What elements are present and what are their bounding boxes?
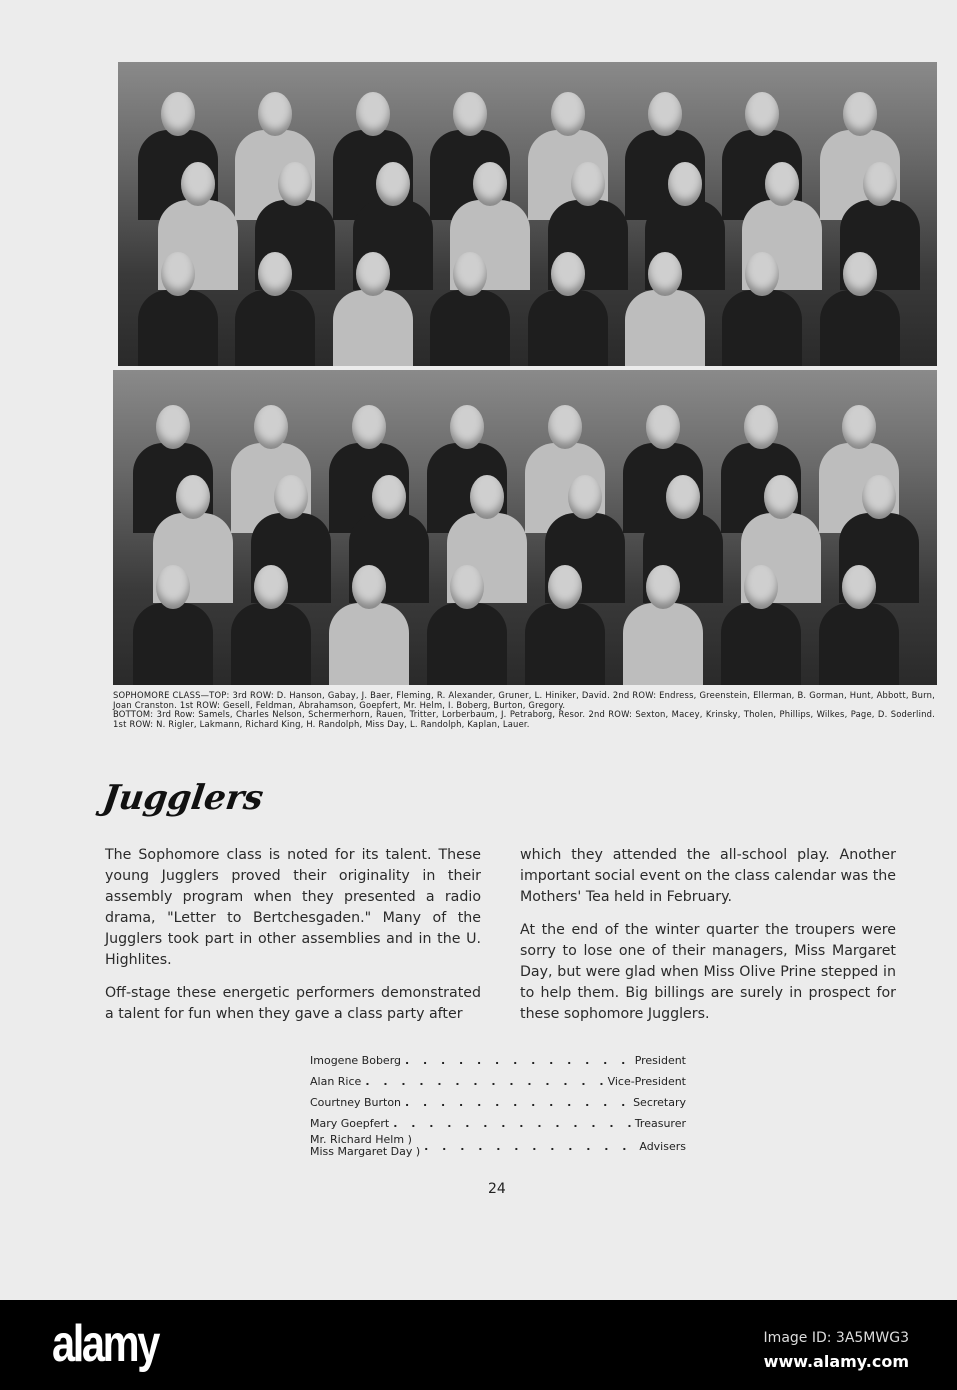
leader-dots	[405, 1054, 631, 1067]
person-head	[450, 405, 484, 449]
person-head	[473, 162, 507, 206]
person-head	[372, 475, 406, 519]
leader-dots	[405, 1096, 629, 1109]
paragraph: The Sophomore class is noted for its talent. These young Jugglers proved their originality in their assembly program when they presented a radio drama, "Letter to Bertchesgaden." Many of the Jugglers took part in other assemblies and in the U. Highlites.	[105, 847, 481, 968]
officer-name: Alan Rice	[310, 1075, 362, 1088]
body-column-left	[105, 845, 481, 1037]
person-head	[470, 475, 504, 519]
person-head	[356, 92, 390, 136]
person-head	[161, 92, 195, 136]
leader-dots	[424, 1140, 635, 1153]
officer-row	[310, 1088, 686, 1109]
person-head	[648, 252, 682, 296]
officer-name: Mary Goepfert	[310, 1117, 390, 1130]
class-photo-bottom	[113, 370, 937, 685]
person-head	[764, 475, 798, 519]
officer-name: Imogene Boberg	[310, 1054, 402, 1067]
person-head	[274, 475, 308, 519]
person-head	[356, 252, 390, 296]
watermark-footer	[0, 1300, 957, 1390]
person-head	[646, 405, 680, 449]
person-head	[156, 405, 190, 449]
section-title: Jugglers	[100, 778, 266, 818]
person-head	[666, 475, 700, 519]
person-figure	[329, 603, 409, 685]
leader-dots	[365, 1075, 603, 1088]
person-head	[161, 252, 195, 296]
person-head	[646, 565, 680, 609]
person-head	[551, 92, 585, 136]
officers-list	[310, 1046, 686, 1162]
person-head	[765, 162, 799, 206]
person-figure	[625, 290, 705, 366]
person-head	[571, 162, 605, 206]
person-head	[863, 162, 897, 206]
officer-name: Miss Margaret Day	[310, 1145, 413, 1158]
class-photo-top	[118, 62, 937, 366]
officer-name: Mr. Richard Helm	[310, 1133, 405, 1146]
image-id: Image ID: 3A5MWG3	[763, 1330, 909, 1346]
person-head	[842, 405, 876, 449]
paragraph: At the end of the winter quarter the troupers were sorry to lose one of their managers, Miss Margaret Day, but were glad when Miss Olive Prine stepped in to help them. Big billings are surely in prospect for these sophomore Jugglers.	[520, 922, 896, 1022]
person-head	[843, 252, 877, 296]
person-head	[744, 565, 778, 609]
person-head	[744, 405, 778, 449]
officer-role: Treasurer	[634, 1117, 686, 1130]
person-figure	[721, 603, 801, 685]
person-figure	[133, 603, 213, 685]
person-figure	[231, 603, 311, 685]
officer-role: Vice-President	[607, 1075, 686, 1088]
person-head	[568, 475, 602, 519]
person-head	[648, 92, 682, 136]
person-figure	[623, 603, 703, 685]
person-figure	[820, 290, 900, 366]
person-figure	[525, 603, 605, 685]
person-head	[453, 252, 487, 296]
person-head	[843, 92, 877, 136]
person-head	[453, 92, 487, 136]
paragraph: which they attended the all-school play. Another important social event on the class calendar was the Mothers' Tea held in February.	[520, 847, 896, 905]
officer-row	[310, 1046, 686, 1067]
caption-top: SOPHOMORE CLASS—TOP: 3rd ROW: D. Hanson, Gabay, J. Baer, Fleming, R. Alexander, Gruner, L. Hiniker, David. 2nd ROW: Endress, Greenstein, Ellerman, B. Gorman, Hunt, Abbott, Burn, Joan Cranston. 1st ROW: Gesell, Feldman, Abrahamson, Goepfert, Mr. Helm, I. Boberg, Burton, Gregory.	[113, 690, 935, 710]
person-figure	[722, 290, 802, 366]
person-figure	[430, 290, 510, 366]
person-head	[254, 565, 288, 609]
alamy-logo: alamy	[52, 1315, 158, 1373]
body-column-right	[520, 845, 896, 1037]
caption-bottom: BOTTOM: 3rd Row: Samels, Charles Nelson, Schermerhorn, Rauen, Tritter, Lorberbaum, J. Petraborg, Resor. 2nd ROW: Sexton, Macey, Krinsky, Tholen, Phillips, Wilkes, Page, D. Soderlind. 1st ROW: N. Rigler, Lakmann, Richard King, H. Randolph, Miss Day, L. Randolph, Kaplan, Lauer.	[113, 709, 935, 729]
officer-row	[310, 1067, 686, 1088]
person-head	[862, 475, 896, 519]
person-head	[745, 252, 779, 296]
person-figure	[528, 290, 608, 366]
person-head	[551, 252, 585, 296]
officer-row	[310, 1130, 686, 1162]
officer-names: Mr. Richard Helm ) Miss Margaret Day )	[310, 1133, 421, 1158]
person-head	[450, 565, 484, 609]
person-head	[176, 475, 210, 519]
person-figure	[819, 603, 899, 685]
person-head	[745, 92, 779, 136]
person-head	[668, 162, 702, 206]
officer-role: Secretary	[633, 1096, 686, 1109]
officer-row	[310, 1109, 686, 1130]
person-head	[842, 565, 876, 609]
paragraph: Off-stage these energetic performers demonstrated a talent for fun when they gave a class party after	[105, 985, 481, 1022]
page-number: 24	[488, 1181, 506, 1197]
person-head	[156, 565, 190, 609]
person-head	[352, 405, 386, 449]
person-figure	[235, 290, 315, 366]
photo-caption	[113, 691, 935, 729]
person-head	[548, 565, 582, 609]
site-url: www.alamy.com	[763, 1352, 909, 1371]
leader-dots	[393, 1117, 631, 1130]
person-figure	[333, 290, 413, 366]
officer-role: Advisers	[639, 1139, 686, 1153]
person-head	[254, 405, 288, 449]
person-head	[548, 405, 582, 449]
person-head	[352, 565, 386, 609]
officer-name: Courtney Burton	[310, 1096, 402, 1109]
person-figure	[427, 603, 507, 685]
officer-role: President	[634, 1054, 686, 1067]
person-head	[181, 162, 215, 206]
person-head	[376, 162, 410, 206]
person-figure	[138, 290, 218, 366]
